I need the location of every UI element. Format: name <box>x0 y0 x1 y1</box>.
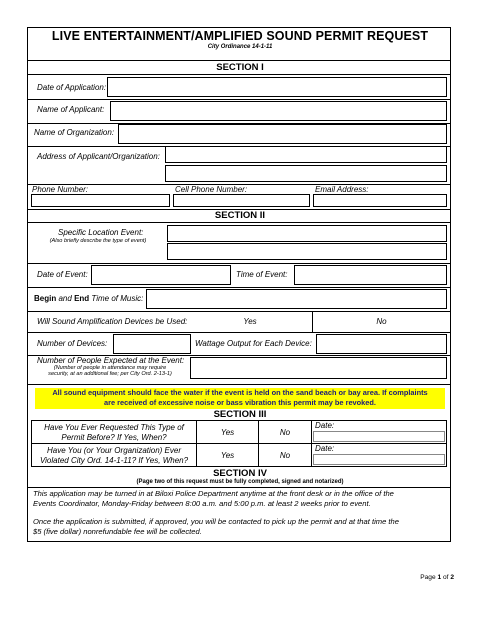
fee-line-1: Once the application is submitted, if approved, you will be contacted to pick up the permit and at that time the <box>33 517 399 526</box>
divider <box>28 222 450 223</box>
page-word: Page <box>420 574 436 581</box>
question-1-line-2: Permit Before? If Yes, When? <box>61 432 167 442</box>
people-expected-note-line-2: security, at an additional fee; per City Ord. 2-13-1) <box>48 371 172 377</box>
fee-instructions <box>33 517 447 537</box>
specific-location-label: Specific Location Event: <box>58 228 144 237</box>
divider <box>28 311 450 312</box>
time-of-event-field[interactable] <box>294 265 447 285</box>
specific-location-field-line-2[interactable] <box>167 243 447 260</box>
email-label: Email Address: <box>315 185 369 194</box>
people-expected-note-line-1: (Number of people in attendance may require <box>53 365 167 371</box>
number-of-devices-label: Number of Devices: <box>37 339 108 348</box>
form-subtitle: City Ordinance 14-1-11 <box>207 44 273 50</box>
name-of-organization-field[interactable] <box>118 124 447 144</box>
specific-location-note: (Also briefly describe the type of event) <box>49 238 147 244</box>
section-4-heading: SECTION IV <box>213 468 267 479</box>
permit-form <box>27 27 451 542</box>
page-total: 2 <box>450 574 454 581</box>
address-field-line-1[interactable] <box>165 146 447 163</box>
section-4-note: (Page two of this request must be fully completed, signed and notarized) <box>136 479 344 485</box>
divider <box>28 263 450 264</box>
sound-equipment-warning <box>35 388 445 409</box>
divider <box>28 60 450 61</box>
date-of-application-label: Date of Application: <box>37 83 107 92</box>
submission-line-2: Events Coordinator, Monday-Friday between 8:00 a.m. and 5:00 p.m. at least 2 weeks prior to event. <box>33 499 371 508</box>
music-time-field[interactable] <box>146 289 447 309</box>
name-of-applicant-field[interactable] <box>110 101 447 121</box>
question-2-date-label: Date: <box>315 444 335 453</box>
amplification-yes-label: Yes <box>243 317 257 326</box>
amplification-no-label: No <box>376 317 387 326</box>
question-1-date-field[interactable] <box>313 431 445 442</box>
question-1-line-1: Have You Ever Requested This Type of <box>44 423 184 432</box>
date-of-application-field[interactable] <box>107 77 447 97</box>
divider <box>31 443 446 444</box>
warning-line-2: are received of excessive noise or bass vibration this permit may be revoked. <box>104 397 376 407</box>
divider <box>28 74 450 75</box>
question-2-date-field[interactable] <box>313 454 445 465</box>
wattage-field[interactable] <box>316 334 447 354</box>
of-word: of <box>442 574 449 581</box>
date-of-event-field[interactable] <box>91 265 231 285</box>
divider <box>28 99 450 100</box>
question-2-line-2: Violated City Ord. 14-1-11? If Yes, When? <box>39 455 189 465</box>
section-3-heading: SECTION III <box>213 409 267 420</box>
amplification-question-label: Will Sound Amplification Devices be Used: <box>37 317 188 326</box>
cell-phone-field[interactable] <box>173 194 310 207</box>
begin-word: Begin <box>34 294 57 303</box>
divider <box>28 384 450 385</box>
question-1-no-option[interactable]: No <box>279 428 291 437</box>
wattage-label: Wattage Output for Each Device: <box>195 339 312 348</box>
question-1-yes-option[interactable]: Yes <box>220 428 235 437</box>
specific-location-field-line-1[interactable] <box>167 225 447 242</box>
people-expected-label: Number of People Expected at the Event: <box>37 356 185 365</box>
divider <box>311 420 312 466</box>
question-2-no-option[interactable]: No <box>279 451 291 460</box>
time-of-event-label: Time of Event: <box>236 270 288 279</box>
page-number <box>420 574 454 581</box>
question-previous-permit <box>33 423 195 442</box>
question-2-line-1: Have You (or Your Organization) Ever <box>47 446 181 455</box>
end-word: End <box>74 294 90 303</box>
form-title: LIVE ENTERTAINMENT/AMPLIFIED SOUND PERMIT REQUEST <box>51 29 429 43</box>
page-current: 1 <box>437 574 442 581</box>
time-of-music-word: Time of Music: <box>91 294 144 303</box>
number-of-devices-field[interactable] <box>113 334 191 354</box>
question-ordinance-violation <box>33 446 195 465</box>
submission-instructions <box>33 489 447 509</box>
question-2-yes-option[interactable]: Yes <box>220 451 235 460</box>
phone-number-label: Phone Number: <box>32 185 89 194</box>
phone-number-field[interactable] <box>31 194 170 207</box>
submission-line-1: This application may be turned in at Biloxi Police Department anytime at the front desk or in the office of the <box>33 489 394 498</box>
date-of-event-label: Date of Event: <box>37 270 88 279</box>
name-of-applicant-label: Name of Applicant: <box>37 105 105 114</box>
address-field-line-2[interactable] <box>165 165 447 182</box>
divider <box>28 487 450 488</box>
music-time-label <box>34 294 143 303</box>
section-1-heading: SECTION I <box>216 62 264 73</box>
name-of-organization-label: Name of Organization: <box>34 128 115 137</box>
people-expected-field[interactable] <box>190 357 447 379</box>
section-2-heading: SECTION II <box>214 210 266 221</box>
email-field[interactable] <box>313 194 447 207</box>
cell-phone-label: Cell Phone Number: <box>175 185 248 194</box>
divider <box>28 332 450 333</box>
divider <box>28 287 450 288</box>
fee-line-2: $5 (five dollar) nonrefundable fee will be collected. <box>33 527 202 536</box>
address-label: Address of Applicant/Organization: <box>37 152 160 161</box>
question-1-date-label: Date: <box>315 421 335 430</box>
warning-line-1: All sound equipment should face the water if the event is held on the sand beach or bay area. If complaints <box>52 388 428 397</box>
and-word: and <box>58 294 72 303</box>
